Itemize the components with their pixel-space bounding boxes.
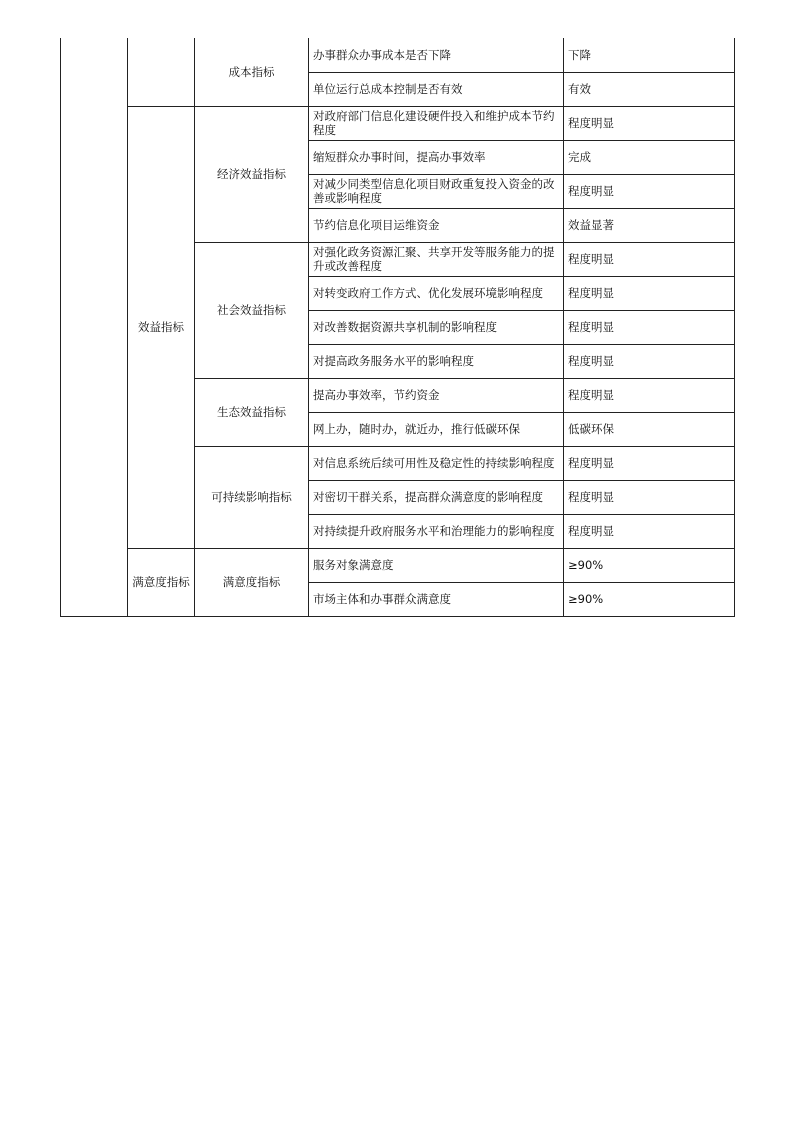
category-cell: 满意度指标 bbox=[128, 548, 195, 616]
indicator-item: 缩短群众办事时间，提高办事效率 bbox=[309, 140, 564, 174]
indicator-group-cell: 成本指标 bbox=[195, 38, 309, 106]
indicator-value: 程度明显 bbox=[564, 242, 735, 276]
indicator-item: 对持续提升政府服务水平和治理能力的影响程度 bbox=[309, 514, 564, 548]
indicator-group-cell: 可持续影响指标 bbox=[195, 446, 309, 548]
indicator-item: 对强化政务资源汇聚、共享开发等服务能力的提升或改善程度 bbox=[309, 242, 564, 276]
indicator-item: 对密切干群关系，提高群众满意度的影响程度 bbox=[309, 480, 564, 514]
indicator-item: 对减少同类型信息化项目财政重复投入资金的改善或影响程度 bbox=[309, 174, 564, 208]
indicator-value: 效益显著 bbox=[564, 208, 735, 242]
table-row bbox=[61, 106, 735, 140]
indicator-value: 完成 bbox=[564, 140, 735, 174]
indicator-value: 程度明显 bbox=[564, 344, 735, 378]
indicator-value: 程度明显 bbox=[564, 378, 735, 412]
indicator-item: 办事群众办事成本是否下降 bbox=[309, 38, 564, 72]
indicator-item: 对转变政府工作方式、优化发展环境影响程度 bbox=[309, 276, 564, 310]
indicator-value: 程度明显 bbox=[564, 480, 735, 514]
indicator-group-cell: 经济效益指标 bbox=[195, 106, 309, 242]
indicator-item: 对提高政务服务水平的影响程度 bbox=[309, 344, 564, 378]
category-cell: 效益指标 bbox=[128, 106, 195, 548]
indicator-value: 程度明显 bbox=[564, 446, 735, 480]
table-row bbox=[61, 38, 735, 72]
indicator-item: 对政府部门信息化建设硬件投入和维护成本节约程度 bbox=[309, 106, 564, 140]
category-cell bbox=[128, 38, 195, 106]
indicator-item: 市场主体和办事群众满意度 bbox=[309, 582, 564, 616]
performance-indicator-table bbox=[60, 38, 735, 617]
indicator-value: ≥90% bbox=[564, 582, 735, 616]
indicator-item: 对信息系统后续可用性及稳定性的持续影响程度 bbox=[309, 446, 564, 480]
indicator-item: 节约信息化项目运维资金 bbox=[309, 208, 564, 242]
indicator-item: 服务对象满意度 bbox=[309, 548, 564, 582]
indicator-value: 有效 bbox=[564, 72, 735, 106]
indicator-item: 提高办事效率，节约资金 bbox=[309, 378, 564, 412]
indicator-value: 程度明显 bbox=[564, 276, 735, 310]
table-row bbox=[61, 548, 735, 582]
indicator-item: 对改善数据资源共享机制的影响程度 bbox=[309, 310, 564, 344]
outer-blank-cell bbox=[61, 38, 128, 616]
indicator-value: 程度明显 bbox=[564, 514, 735, 548]
indicator-group-cell: 满意度指标 bbox=[195, 548, 309, 616]
indicator-value: 程度明显 bbox=[564, 106, 735, 140]
indicator-value: 程度明显 bbox=[564, 310, 735, 344]
indicator-item: 网上办，随时办，就近办，推行低碳环保 bbox=[309, 412, 564, 446]
indicator-value: 低碳环保 bbox=[564, 412, 735, 446]
indicator-group-cell: 社会效益指标 bbox=[195, 242, 309, 378]
indicator-group-cell: 生态效益指标 bbox=[195, 378, 309, 446]
indicator-value: 下降 bbox=[564, 38, 735, 72]
indicator-value: 程度明显 bbox=[564, 174, 735, 208]
indicator-value: ≥90% bbox=[564, 548, 735, 582]
indicator-item: 单位运行总成本控制是否有效 bbox=[309, 72, 564, 106]
